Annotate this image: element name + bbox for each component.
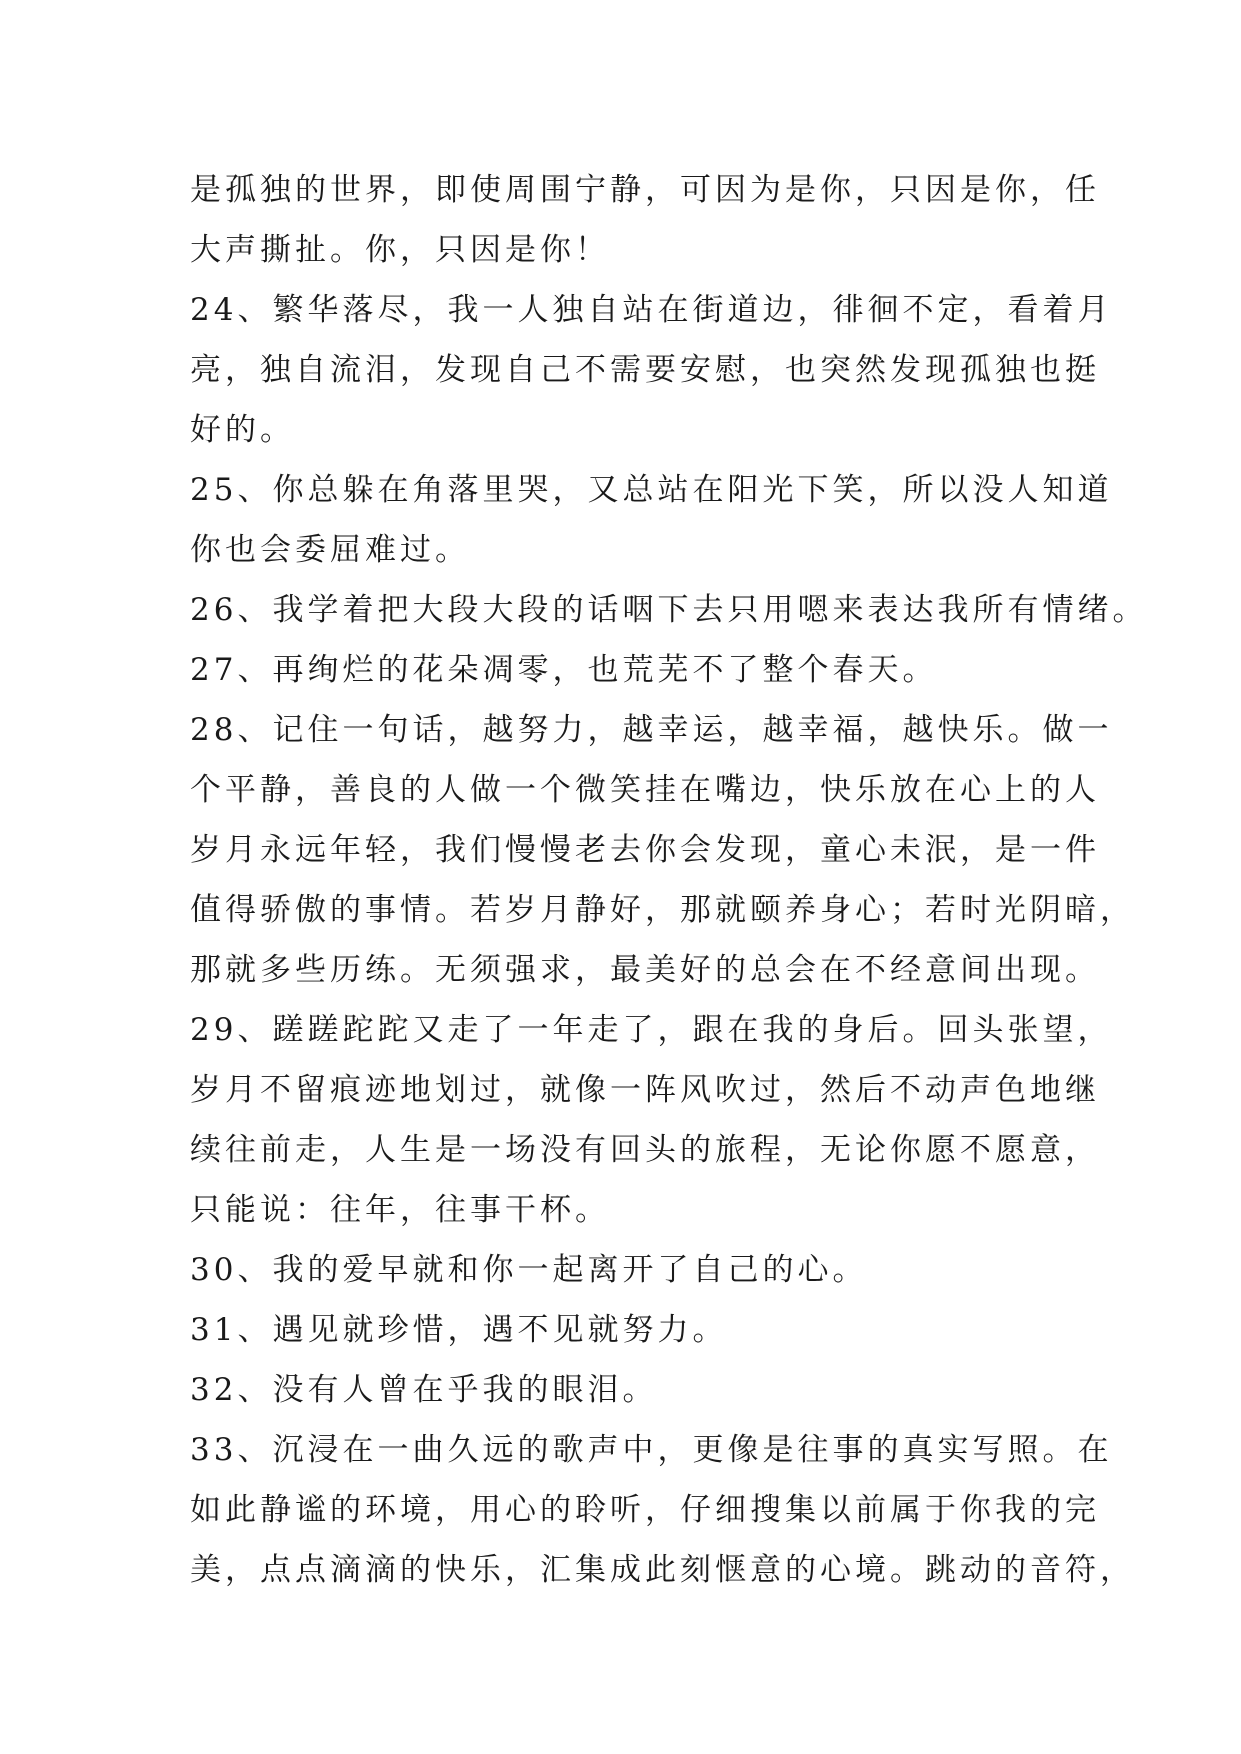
text-line: 值得骄傲的事情。若岁月静好，那就颐养身心；若时光阴暗， [190,892,1135,928]
text-line: 24、繁华落尽，我一人独自站在街道边，徘徊不定，看着月 [190,292,1113,328]
body-text [190,160,1148,1600]
text-line: 大声撕扯。你，只因是你！ [190,232,610,268]
text-line: 你也会委屈难过。 [190,532,470,568]
text-line: 好的。 [190,412,295,448]
text-line: 亮，独自流泪，发现自己不需要安慰，也突然发现孤独也挺 [190,352,1100,388]
text-line: 续往前走，人生是一场没有回头的旅程，无论你愿不愿意， [190,1132,1100,1168]
text-line: 如此静谧的环境，用心的聆听，仔细搜集以前属于你我的完 [190,1492,1100,1528]
text-line: 那就多些历练。无须强求，最美好的总会在不经意间出现。 [190,952,1100,988]
text-line: 28、记住一句话，越努力，越幸运，越幸福，越快乐。做一 [190,712,1113,748]
text-line: 岁月永远年轻，我们慢慢老去你会发现，童心未泯，是一件 [190,832,1100,868]
text-line: 25、你总躲在角落里哭，又总站在阳光下笑，所以没人知道 [190,472,1113,508]
text-line: 31、遇见就珍惜，遇不见就努力。 [190,1312,728,1348]
text-line: 33、沉浸在一曲久远的歌声中，更像是往事的真实写照。在 [190,1432,1113,1468]
text-line: 是孤独的世界，即使周围宁静，可因为是你，只因是你，任 [190,172,1100,208]
text-line: 32、没有人曾在乎我的眼泪。 [190,1372,658,1408]
text-line: 个平静，善良的人做一个微笑挂在嘴边，快乐放在心上的人 [190,772,1100,808]
text-line: 29、蹉蹉跎跎又走了一年走了，跟在我的身后。回头张望， [190,1012,1113,1048]
text-line: 岁月不留痕迹地划过，就像一阵风吹过，然后不动声色地继 [190,1072,1100,1108]
text-line: 美，点点滴滴的快乐，汇集成此刻惬意的心境。跳动的音符， [190,1552,1135,1588]
text-line: 27、再绚烂的花朵凋零，也荒芜不了整个春天。 [190,652,938,688]
text-line: 26、我学着把大段大段的话咽下去只用嗯来表达我所有情绪。 [190,592,1148,628]
text-line: 30、我的爱早就和你一起离开了自己的心。 [190,1252,868,1288]
text-line: 只能说：往年，往事干杯。 [190,1192,610,1228]
